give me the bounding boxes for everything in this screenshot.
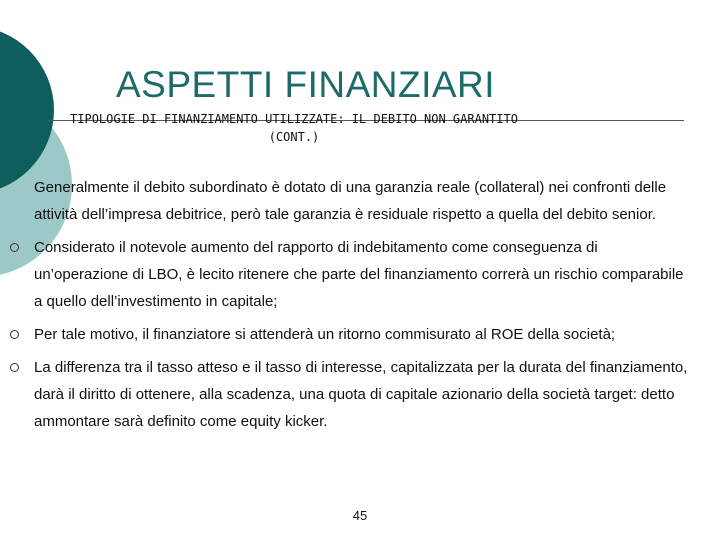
bullet-item: [10, 174, 690, 228]
bullet-text: Considerato il notevole aumento del rapporto di indebitamento come conseguenza di un’operazione di LBO, è lecito ritenere che parte del finanziamento correrà un rischio comparabile a quello dell’investimento in capitale;: [34, 239, 684, 310]
bullet-list: [10, 174, 690, 441]
slide-subtitle: TIPOLOGIE DI FINANZIAMENTO UTILIZZATE: IL DEBITO NON GARANTITO (CONT.): [70, 112, 518, 144]
bullet-text: Generalmente il debito subordinato è dotato di una garanzia reale (collateral) nei confronti delle attività dell’impresa debitrice, però tale garanzia è residuale rispetto a quella del debito senior.: [34, 179, 667, 223]
bullet-item: [10, 354, 690, 435]
circle-bullet-icon: [10, 243, 19, 252]
bullet-text: La differenza tra il tasso atteso e il tasso di interesse, capitalizzata per la durata del finanziamento, darà il diritto di ottenere, alla scadenza, una quota di capitale azionario della società target: detto ammontare sarà definito come equity kicker.: [34, 359, 688, 430]
circle-bullet-icon: [10, 330, 19, 339]
bullet-item: [10, 321, 690, 348]
slide-title: ASPETTI FINANZIARI: [116, 64, 496, 105]
page-number: 45: [352, 508, 368, 523]
circle-bullet-icon: [10, 363, 19, 372]
bullet-text: Per tale motivo, il finanziatore si attenderà un ritorno commisurato al ROE della società;: [34, 326, 616, 343]
bullet-item: [10, 234, 690, 315]
